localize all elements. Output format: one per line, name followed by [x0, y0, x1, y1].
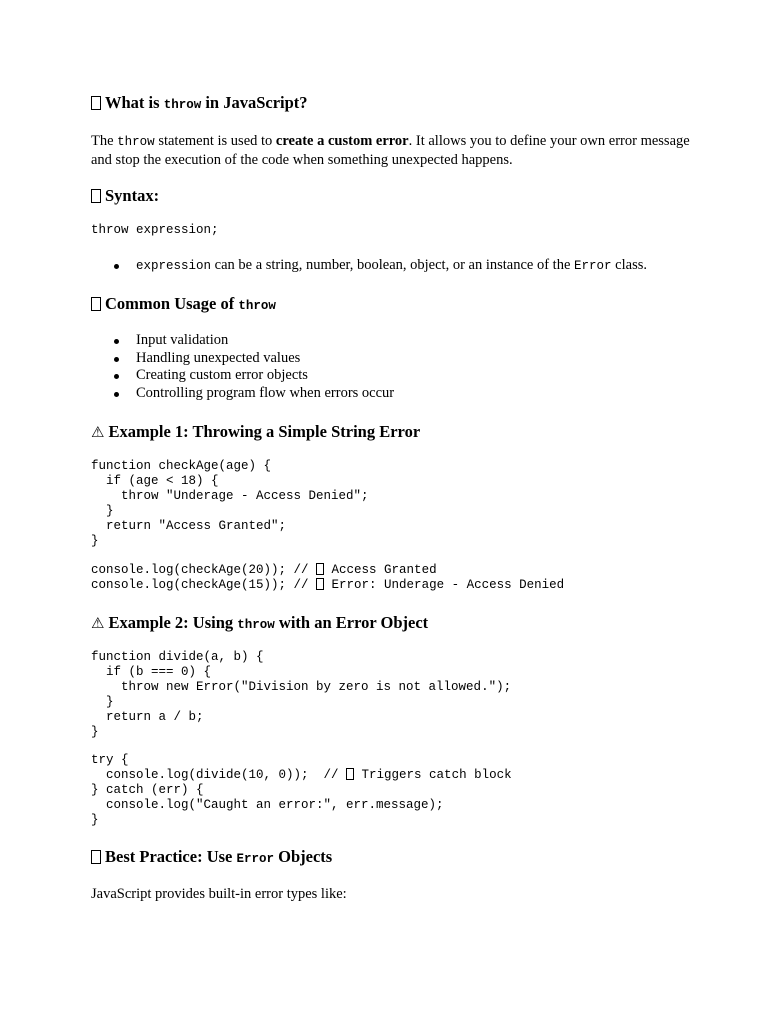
example-1-code-block: function checkAge(age) { if (age < 18) { throw "Underage - Access Denied"; } return "Access Granted"; }	[91, 459, 369, 548]
list-item: Creating custom error objects	[91, 367, 394, 385]
example-1-console-lines: console.log(checkAge(20)); // Access Granted console.log(checkAge(15)); // Error: Underage - Access Denied	[91, 563, 565, 592]
heading-common-usage: Common Usage of throw	[91, 294, 276, 316]
list-item: expression can be a string, number, boolean, object, or an instance of the Error class.	[91, 257, 647, 276]
list-item: Input validation	[91, 332, 394, 350]
warning-icon: ⚠	[91, 423, 105, 441]
best-practice-paragraph: JavaScript provides built-in error types like:	[91, 886, 347, 902]
box-glyph-icon	[346, 768, 354, 780]
usage-bullet-list	[91, 332, 394, 403]
box-glyph-icon	[91, 189, 101, 203]
syntax-bullet-list	[91, 257, 647, 276]
list-item: Handling unexpected values	[91, 350, 394, 368]
heading-syntax: Syntax:	[91, 186, 159, 206]
example-2-code-block: function divide(a, b) { if (b === 0) { throw new Error("Division by zero is not allowed."); } return a / b; }	[91, 650, 512, 739]
syntax-code-block: throw expression;	[91, 223, 219, 237]
intro-paragraph: The throw statement is used to create a custom error. It allows you to define your own error message and stop the execution of the code when something unexpected happens.	[91, 133, 690, 168]
list-item: Controlling program flow when errors occur	[91, 385, 394, 403]
box-glyph-icon	[316, 578, 324, 590]
example-2-try-catch-block: try { console.log(divide(10, 0)); // Triggers catch block } catch (err) { console.log("Caught an error:", err.message); }	[91, 753, 512, 827]
box-glyph-icon	[91, 850, 101, 864]
box-glyph-icon	[91, 297, 101, 311]
heading-example-1: ⚠ Example 1: Throwing a Simple String Error	[91, 422, 421, 441]
box-glyph-icon	[316, 563, 324, 575]
heading-example-2: ⚠ Example 2: Using throw with an Error Object	[91, 613, 429, 632]
warning-icon: ⚠	[91, 614, 105, 632]
box-glyph-icon	[91, 96, 101, 110]
heading-what-is-throw: What is throw in JavaScript?	[91, 93, 308, 115]
heading-best-practice: Best Practice: Use Error Objects	[91, 847, 332, 869]
